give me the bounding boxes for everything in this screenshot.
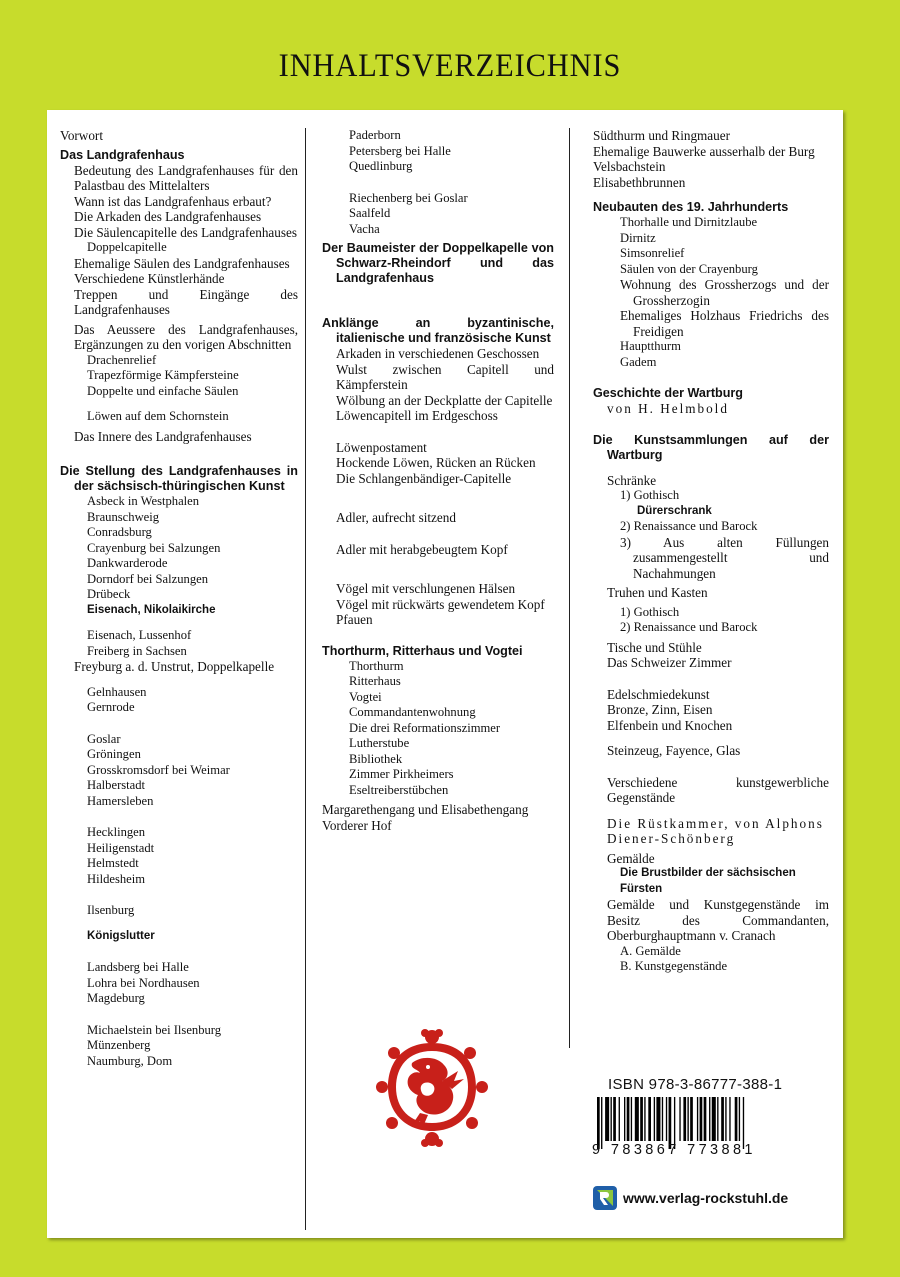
toc-entry: Löwencapitell im Erdgeschoss	[336, 408, 498, 423]
barcode-bar	[735, 1097, 738, 1141]
toc-entry: Riechenberg bei Goslar	[349, 190, 468, 205]
barcode-bar	[697, 1097, 698, 1141]
toc-entry: Vorderer Hof	[322, 817, 392, 833]
toc-entry: Gernrode	[87, 700, 135, 714]
isbn-label: ISBN 978-3-86777-388-1	[608, 1076, 783, 1093]
toc-entry: Vogtei	[349, 689, 382, 704]
toc-entry: Säulen von der Crayenburg	[620, 261, 758, 276]
contents-column-1	[60, 128, 298, 1069]
toc-entry: Goslar	[87, 731, 121, 746]
publisher-line	[593, 1186, 788, 1210]
toc-entry: Die Rüstkammer, von Alphons Diener-Schönberg	[607, 815, 824, 846]
section-heading: Anklänge an byzantinische, italienische und französische Kunst	[322, 316, 554, 345]
toc-entry: Wohnung des Grossherzogs und der Grossherzogin	[620, 277, 829, 308]
toc-entry: Hamersleben	[87, 793, 154, 808]
toc-entry: Schränke	[607, 472, 657, 488]
toc-entry: Dürerschrank	[637, 504, 712, 517]
barcode-bar	[635, 1097, 639, 1141]
barcode-bar	[700, 1097, 703, 1141]
toc-entry: Thorhalle und Dirnitzlaube	[620, 215, 758, 229]
toc-entry: Hauptthurm	[620, 339, 681, 353]
toc-entry: Lohra bei Nordhausen	[87, 975, 200, 990]
barcode-bar	[725, 1097, 726, 1141]
section-heading: Thorthurm, Ritterhaus und Vogtei	[322, 643, 523, 658]
toc-entry: Löwenpostament	[336, 439, 427, 455]
barcode-bar	[712, 1097, 716, 1141]
toc-entry: Eisenach, Lussenhof	[87, 628, 192, 642]
toc-entry: Helmstedt	[87, 856, 139, 870]
toc-entry: Elisabethbrunnen	[593, 174, 686, 190]
barcode-bar	[640, 1097, 643, 1141]
section-heading: Der Baumeister der Doppelkapelle von Schwarz-Rheindorf und das Landgrafenhaus	[322, 241, 554, 285]
toc-entry: Das Innere des Landgrafenhauses	[74, 428, 252, 444]
toc-entry: Freiberg in Sachsen	[87, 643, 187, 658]
toc-entry: Gröningen	[87, 747, 141, 761]
barcode-bar	[624, 1097, 625, 1141]
toc-entry: Steinzeug, Fayence, Glas	[607, 743, 741, 758]
toc-entry: B. Kunstgegenstände	[620, 959, 728, 973]
toc-entry: Zimmer Pirkheimers	[349, 767, 454, 781]
barcode-bar	[739, 1097, 740, 1141]
toc-entry: Arkaden in verschiedenen Geschossen	[336, 346, 540, 361]
toc-entry: Das Aeussere des Landgrafenhauses, Ergänzungen zu den vorigen Abschnitten	[74, 321, 298, 352]
toc-entry: 1) Gothisch	[620, 488, 680, 502]
toc-entry: Velsbachstein	[593, 159, 666, 174]
toc-entry: Simsonrelief	[620, 246, 685, 260]
toc-entry: Elfenbein und Knochen	[607, 717, 733, 733]
toc-entry: Die drei Reformationszimmer	[349, 720, 501, 735]
barcode-bar	[729, 1097, 730, 1141]
toc-entry: Edelschmiedekunst	[607, 686, 710, 702]
barcode-digits: 9 783867 773881	[592, 1142, 756, 1158]
toc-entry: Ilsenburg	[87, 903, 135, 917]
column-divider	[305, 128, 306, 1230]
contents-column-3	[593, 128, 829, 975]
contents-column-2	[322, 128, 554, 833]
barcode-bar	[627, 1097, 630, 1141]
barcode-bar	[662, 1097, 663, 1141]
toc-entry: Heiligenstadt	[87, 840, 155, 855]
toc-entry: Vorwort	[60, 128, 103, 143]
toc-entry: Adler, aufrecht sitzend	[336, 510, 456, 525]
barcode-bar	[619, 1097, 620, 1141]
toc-entry: Lutherstube	[349, 736, 410, 750]
barcode-bar	[666, 1097, 667, 1141]
toc-entry: Doppelte und einfache Säulen	[87, 383, 239, 398]
toc-entry: Vacha	[349, 221, 380, 236]
toc-entry: Südthurm und Ringmauer	[593, 128, 730, 143]
toc-entry: Die Brustbilder der sächsischen Fürsten	[620, 867, 796, 895]
toc-entry: Königslutter	[87, 929, 155, 942]
toc-entry: Margarethengang und Elisabethengang	[322, 802, 529, 817]
section-heading: Neubauten des 19. Jahrhunderts	[593, 200, 789, 214]
toc-entry: Gadem	[620, 354, 657, 369]
barcode-bar	[656, 1097, 660, 1141]
toc-entry: A. Gemälde	[620, 943, 681, 958]
toc-entry: 1) Gothisch	[620, 604, 680, 619]
toc-entry: 2) Renaissance und Barock	[620, 620, 758, 634]
barcode-bar	[721, 1097, 724, 1141]
toc-entry: Eseltreiberstübchen	[349, 782, 449, 797]
toc-entry: Adler mit herabgebeugtem Kopf	[336, 541, 508, 557]
toc-entry: Treppen und Eingänge des Landgrafenhauses	[74, 286, 298, 317]
toc-entry: Saalfeld	[349, 206, 391, 220]
toc-entry: Drachenrelief	[87, 352, 157, 367]
barcode-bar	[644, 1097, 645, 1141]
toc-entry: Verschiedene kunstgewerbliche Gegenstände	[607, 774, 829, 805]
barcode-bar	[611, 1097, 612, 1141]
toc-entry: Gemälde und Kunstgegenstände im Besitz des Commandanten, Oberburghauptmann v. Cranach	[607, 897, 829, 943]
toc-entry: von H. Helmbold	[607, 401, 729, 416]
toc-entry: Ehemalige Säulen des Landgrafenhauses	[74, 255, 290, 271]
toc-entry: Wulst zwischen Capitell und Kämpferstein	[336, 361, 554, 392]
toc-entry: Vögel mit rückwärts gewendetem Kopf	[336, 596, 545, 612]
toc-entry: Bibliothek	[349, 751, 403, 766]
toc-entry: Doppelcapitelle	[87, 240, 167, 254]
toc-entry: Magdeburg	[87, 991, 145, 1005]
toc-entry: Michaelstein bei Ilsenburg	[87, 1022, 222, 1037]
toc-entry: Eisenach, Nikolaikirche	[87, 603, 216, 616]
barcode-bar	[605, 1097, 609, 1141]
toc-entry: Grosskromsdorf bei Weimar	[87, 762, 230, 777]
toc-entry: Hecklingen	[87, 825, 146, 839]
toc-entry: Hildesheim	[87, 871, 146, 886]
toc-entry: Trapezförmige Kämpfersteine	[87, 368, 239, 382]
toc-entry: Hockende Löwen, Rücken an Rücken	[336, 455, 536, 470]
toc-entry: Drübeck	[87, 587, 131, 601]
toc-entry: 2) Renaissance und Barock	[620, 519, 758, 533]
section-heading: Die Kunstsammlungen auf der Wartburg	[593, 432, 829, 462]
publisher-url[interactable]: www.verlag-rockstuhl.de	[623, 1190, 789, 1206]
toc-entry: Truhen und Kasten	[607, 585, 708, 600]
toc-entry: Quedlinburg	[349, 159, 413, 173]
barcode-bar	[687, 1097, 688, 1141]
barcode-bar	[690, 1097, 693, 1141]
toc-entry: Dankwarderode	[87, 556, 168, 570]
toc-entry: Ritterhaus	[349, 674, 401, 688]
toc-entry: Dirnitz	[620, 230, 656, 245]
toc-entry: Verschiedene Künstlerhände	[74, 271, 225, 286]
barcode-bar	[704, 1097, 707, 1141]
toc-entry: Paderborn	[349, 128, 401, 142]
toc-entry: Freyburg a. d. Unstrut, Doppelkapelle	[74, 659, 275, 674]
toc-entry: Braunschweig	[87, 509, 160, 524]
barcode-bar	[648, 1097, 651, 1141]
toc-entry: Gemälde	[607, 850, 655, 866]
barcode-bar	[679, 1097, 680, 1141]
section-heading: Die Stellung des Landgrafenhauses in der sächsisch-thüringischen Kunst	[60, 464, 298, 493]
toc-entry: Asbeck in Westphalen	[87, 494, 200, 508]
toc-entry: Conradsburg	[87, 525, 152, 539]
toc-entry: Ehemalige Bauwerke ausserhalb der Burg	[593, 143, 815, 159]
section-heading: Das Landgrafenhaus	[60, 147, 185, 162]
publisher-logo-icon	[593, 1186, 617, 1210]
toc-entry: Thorthurm	[349, 658, 404, 673]
toc-entry: Wann ist das Landgrafenhaus erbaut?	[74, 193, 272, 209]
toc-entry: Die Säulencapitelle des Landgrafenhauses	[74, 224, 297, 240]
toc-entry: Bedeutung des Landgrafenhauses für den Palastbau des Mittelalters	[74, 162, 298, 193]
toc-entry: Gelnhausen	[87, 684, 147, 699]
barcode-bar	[709, 1097, 710, 1141]
toc-entry: Wölbung an der Deckplatte der Capitelle	[336, 392, 553, 408]
toc-entry: Die Arkaden des Landgrafenhauses	[74, 209, 262, 224]
toc-entry: Vögel mit verschlungenen Hälsen	[336, 581, 516, 596]
toc-entry: Commandantenwohnung	[349, 705, 476, 719]
toc-entry: 3) Aus alten Füllungen zusammengestellt und Nachahmungen	[620, 534, 829, 581]
barcode-bar	[683, 1097, 686, 1141]
barcode-bar	[631, 1097, 632, 1141]
barcode-bar	[654, 1097, 655, 1141]
column-divider	[569, 128, 570, 1048]
toc-entry: Landsberg bei Halle	[87, 960, 189, 974]
barcode-bar	[613, 1097, 616, 1141]
toc-entry: Halberstadt	[87, 778, 146, 792]
page-title: INHALTSVERZEICHNIS	[278, 48, 622, 84]
toc-entry: Löwen auf dem Schornstein	[87, 409, 229, 423]
toc-entry: Münzenberg	[87, 1038, 151, 1052]
toc-entry: Petersberg bei Halle	[349, 143, 451, 158]
toc-entry: Die Schlangenbändiger-Capitelle	[336, 470, 512, 486]
toc-entry: Tische und Stühle	[607, 639, 702, 655]
toc-entry: Crayenburg bei Salzungen	[87, 540, 221, 555]
toc-entry: Ehemaliges Holzhaus Friedrichs des Freidigen	[620, 308, 829, 339]
toc-entry: Bronze, Zinn, Eisen	[607, 702, 713, 717]
barcode-bar	[717, 1097, 718, 1141]
heraldic-lion-emblem	[372, 1025, 492, 1150]
toc-entry: Pfauen	[336, 612, 373, 627]
toc-entry: Dorndorf bei Salzungen	[87, 571, 209, 586]
toc-entry: Das Schweizer Zimmer	[607, 655, 732, 670]
toc-entry: Naumburg, Dom	[87, 1053, 173, 1068]
section-heading: Geschichte der Wartburg	[593, 386, 743, 400]
contents-panel	[47, 110, 843, 1238]
